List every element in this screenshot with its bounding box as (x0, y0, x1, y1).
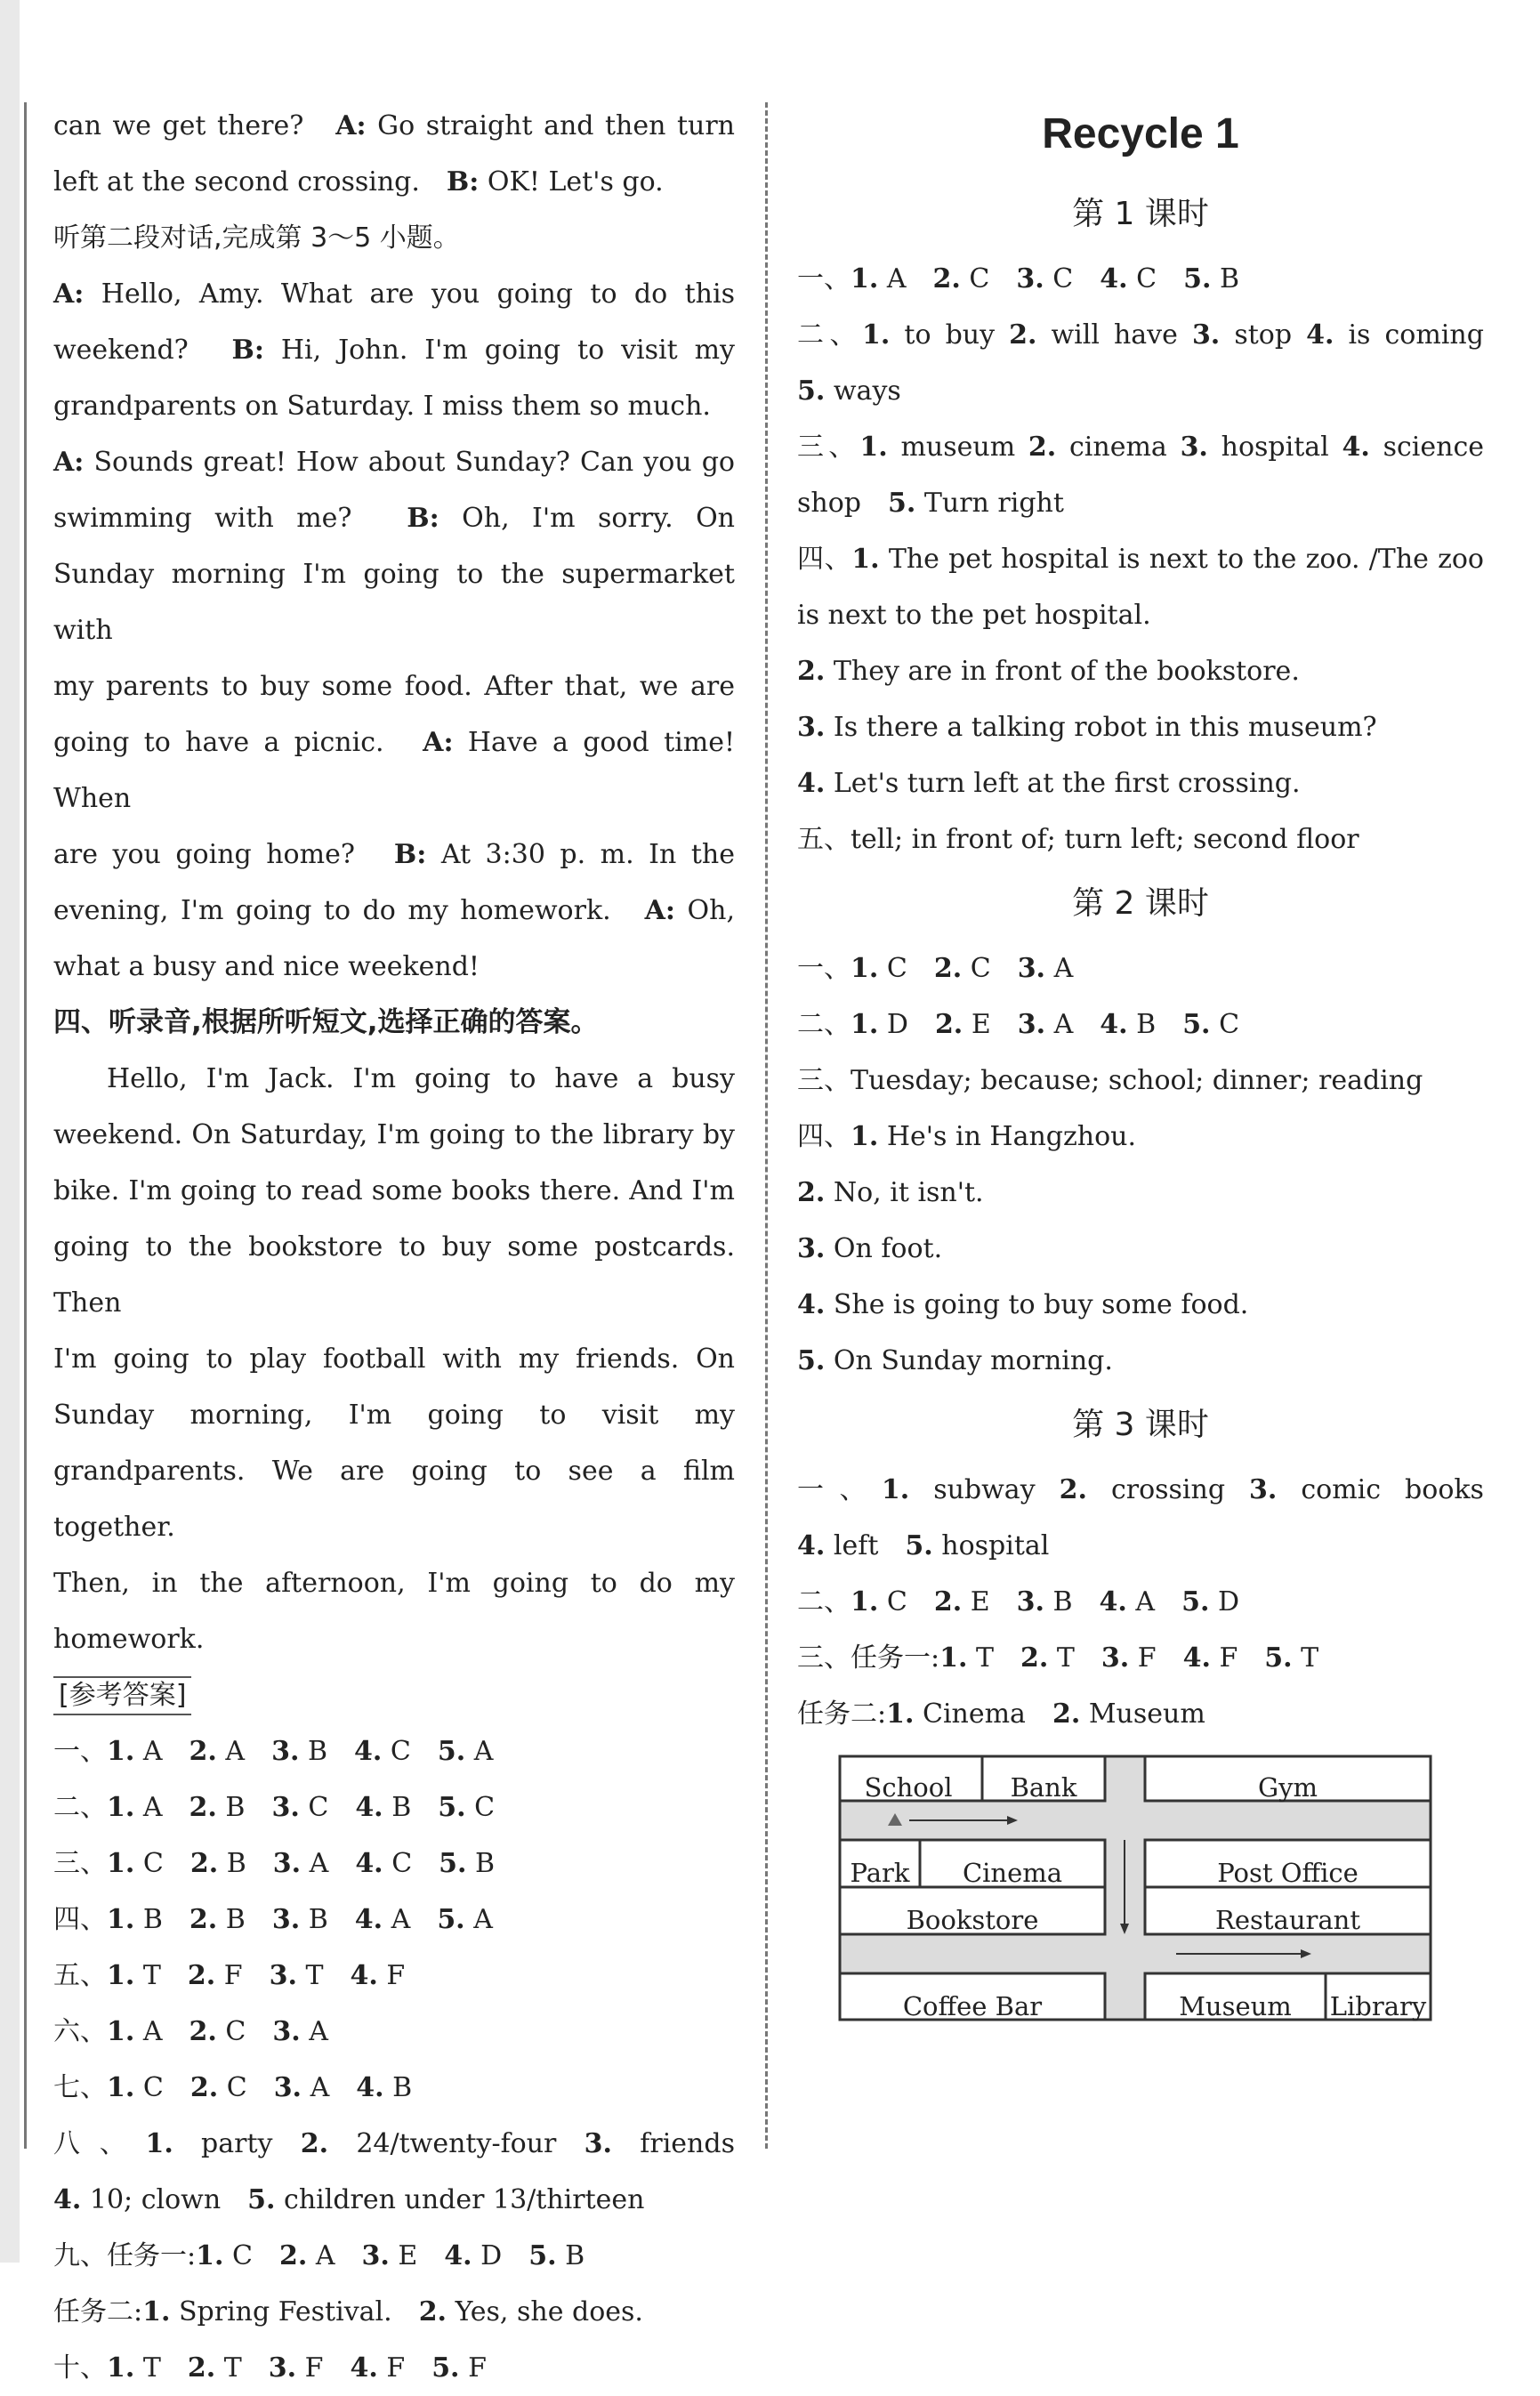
page-edge-shadow (0, 0, 20, 2263)
passage-line: going to the bookstore to buy some postcards. Then (53, 1231, 735, 1319)
answer-row: 四、1. He's in Hangzhou. (797, 1121, 1137, 1152)
answer-row: 3. Is there a talking robot in this museum? (797, 712, 1377, 743)
map-label-coffee-bar: Coffee Bar (902, 1991, 1043, 2021)
answer-row: 4. left 5. hospital (797, 1530, 1050, 1561)
answer-row: 二、1. to buy 2. will have 3. stop 4. is coming (797, 319, 1484, 351)
dialogue2-line: A: Sounds great! How about Sunday? Can you go (53, 447, 735, 478)
section4-heading: 四、听录音,根据所听短文,选择正确的答案。 (53, 1006, 599, 1038)
answer-row: 一、1. subway 2. crossing 3. comic books (797, 1474, 1484, 1505)
left-margin-rule (24, 102, 27, 2149)
answer-row: 六、1. A 2. C 3. A (53, 2016, 328, 2047)
answer-row: 二、1. D 2. E 3. A 4. B 5. C (797, 1009, 1240, 1040)
right-column (797, 89, 1484, 2021)
passage-line: homework. (53, 1624, 205, 1655)
answer-row: 八、1. party 2. 24/twenty-four 3. friends (53, 2128, 735, 2159)
answer-row: 三、1. museum 2. cinema 3. hospital 4. science (797, 432, 1485, 463)
lesson-heading: 第 1 课时 (1072, 196, 1209, 232)
lesson-heading: 第 3 课时 (1072, 1407, 1209, 1443)
answer-row: 四、1. The pet hospital is next to the zoo. /The zoo (797, 544, 1484, 575)
map-label-cinema: Cinema (962, 1858, 1063, 1888)
answer-row: 一、1. A 2. A 3. B 4. C 5. A (53, 1736, 494, 1767)
map-label-school: School (864, 1772, 953, 1803)
reference-answer-label: [参考答案] (53, 1667, 735, 1723)
dialogue2-line: weekend? B: Hi, John. I'm going to visit my (53, 335, 735, 366)
dialogue2-line: my parents to buy some food. After that, we are (53, 671, 735, 702)
answer-row: 4. She is going to buy some food. (797, 1289, 1249, 1320)
passage-line: I'm going to play football with my friends. On (53, 1343, 735, 1375)
answer-row: 一、1. A 2. C 3. C 4. C 5. B (797, 263, 1239, 294)
answer-row: is next to the pet hospital. (797, 600, 1151, 631)
dialogue1-line: can we get there? A: Go straight and then turn (53, 110, 735, 141)
answer-row: 三、任务一:1. T 2. T 3. F 4. F 5. T (797, 1642, 1319, 1674)
answer-row: 2. They are in front of the bookstore. (797, 656, 1300, 687)
column-divider (765, 102, 768, 2149)
answer-row: 七、1. C 2. C 3. A 4. B (53, 2072, 413, 2103)
map-label-bank: Bank (1010, 1772, 1077, 1803)
answer-row: 四、1. B 2. B 3. B 4. A 5. A (53, 1904, 493, 1935)
answer-row: 三、1. C 2. B 3. A 4. C 5. B (53, 1848, 496, 1879)
answer-row: shop 5. Turn right (797, 488, 1064, 519)
map-label-bookstore: Bookstore (906, 1905, 1039, 1935)
answer-row: 任务二:1. Cinema 2. Museum (797, 1698, 1205, 1730)
answer-row: 2. No, it isn't. (797, 1177, 984, 1208)
passage-line: grandparents. We are going to see a film together. (53, 1456, 735, 1543)
street-map (838, 1755, 1432, 2021)
answer-row: 二、1. C 2. E 3. B 4. A 5. D (797, 1586, 1240, 1618)
dialogue2-line: A: Hello, Amy. What are you going to do this (53, 278, 735, 310)
dialogue2-line: are you going home? B: At 3:30 p. m. In the (53, 839, 735, 870)
map-label-library: Library (1329, 1991, 1427, 2021)
answer-row: 五、1. T 2. F 3. T 4. F (53, 1960, 406, 1991)
passage-line: bike. I'm going to read some books there. And I'm (53, 1175, 735, 1206)
dialogue2-line: what a busy and nice weekend! (53, 951, 480, 982)
answer-row: 十、1. T 2. T 3. F 4. F 5. F (53, 2352, 487, 2384)
answer-row: 5. ways (797, 375, 901, 407)
answer-row: 三、Tuesday; because; school; dinner; reading (797, 1065, 1423, 1096)
passage-line: weekend. On Saturday, I'm going to the library by (53, 1119, 735, 1150)
answer-row: 4. Let's turn left at the first crossing. (797, 768, 1301, 799)
dialogue1-line: left at the second crossing. B: OK! Let's go. (53, 166, 664, 198)
map-label-restaurant: Restaurant (1215, 1905, 1360, 1935)
answer-row: 5. On Sunday morning. (797, 1345, 1113, 1376)
dialogue2-line: going to have a picnic. A: Have a good time! When (53, 727, 736, 814)
dialogue2-line: swimming with me? B: Oh, I'm sorry. On (53, 503, 735, 534)
answer-row: 一、1. C 2. C 3. A (797, 953, 1074, 984)
map-label-museum: Museum (1179, 1991, 1292, 2021)
answer-row: 五、tell; in front of; turn left; second floor (797, 824, 1359, 855)
map-label-park: Park (850, 1858, 910, 1888)
lesson-heading: 第 2 课时 (1072, 885, 1209, 922)
dialogue2-line: evening, I'm going to do my homework. A: Oh, (53, 895, 735, 926)
answer-row: 4. 10; clown 5. children under 13/thirteen (53, 2184, 645, 2215)
passage-line: Sunday morning, I'm going to visit my (53, 1400, 735, 1431)
left-column (53, 98, 735, 2396)
answer-row: 九、任务一:1. C 2. A 3. E 4. D 5. B (53, 2240, 585, 2271)
passage-line: Then, in the afternoon, I'm going to do my (53, 1568, 735, 1599)
answer-row: 任务二:1. Spring Festival. 2. Yes, she does. (53, 2296, 643, 2327)
answer-row: 二、1. A 2. B 3. C 4. B 5. C (53, 1792, 496, 1823)
dialogue2-line: grandparents on Saturday. I miss them so much. (53, 391, 711, 422)
map-label-gym: Gym (1257, 1772, 1318, 1803)
dialogue2-line: Sunday morning I'm going to the supermarket with (53, 559, 735, 646)
answer-row: 3. On foot. (797, 1233, 943, 1264)
passage-line: Hello, I'm Jack. I'm going to have a busy (107, 1063, 735, 1094)
map-label-post-office: Post Office (1217, 1858, 1359, 1888)
part2-intro: 听第二段对话,完成第 3～5 小题。 (53, 222, 460, 254)
page-title: Recycle 1 (1042, 110, 1239, 157)
